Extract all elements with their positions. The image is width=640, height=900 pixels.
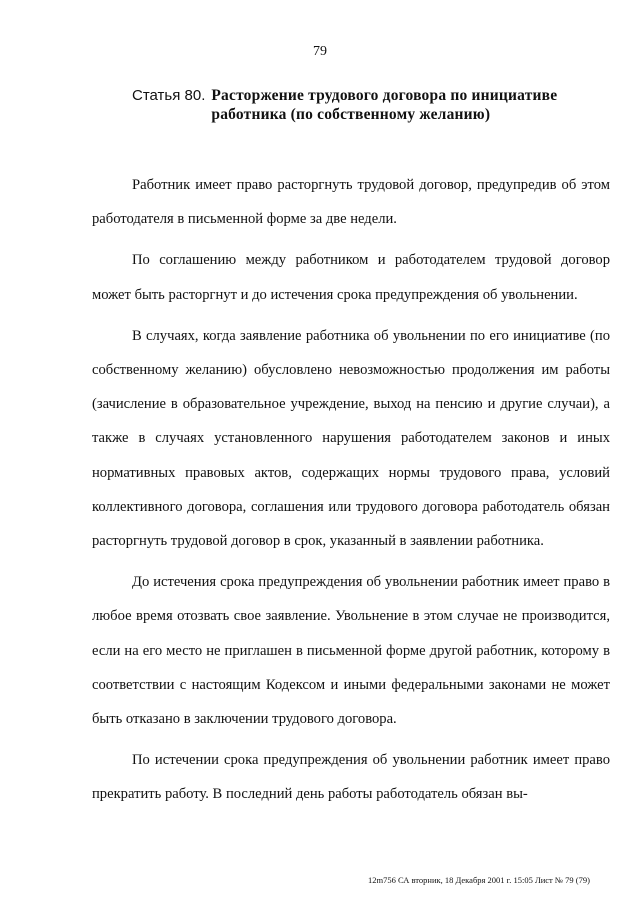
page-number: 79 — [313, 44, 327, 59]
article-heading — [132, 86, 572, 124]
paragraph: По истечении срока предупреждения об увольнении работник имеет право прекратить работу. В последний день работы работодатель обязан вы- — [92, 752, 610, 803]
article-title: Расторжение трудового договора по инициативе работника (по собственному желанию) — [211, 87, 558, 123]
paragraph: Работник имеет право расторгнуть трудовой договор, предупредив об этом работодателя в письменной форме за две недели. — [92, 177, 610, 228]
paragraph: До истечения срока предупреждения об увольнении работник имеет право в любое время отозвать свое заявление. Увольнение в этом случае не производится, если на его место не приглашен в письменной форме другой работник, которому в соответствии с настоящим Кодексом и иными федеральными законами не может быть отказано в заключении трудового договора. — [92, 574, 610, 728]
paragraph: По соглашению между работником и работодателем трудовой договор может быть расторгнут и до истечения срока предупреждения об увольнении. — [92, 252, 610, 303]
article-body — [92, 168, 610, 819]
footer-meta: 12m756 СА вторник, 18 Декабря 2001 г. 15:05 Лист № 79 (79) — [368, 875, 590, 885]
article-number: Статья 80. — [132, 87, 206, 104]
paragraph: В случаях, когда заявление работника об увольнении по его инициативе (по собственному желанию) обусловлено невозможностью продолжения им работы (зачисление в образовательное учреждение, выход на пенсию и другие случаи), а также в случаях установленного нарушения работодателем законов и иных нормативных правовых актов, содержащих нормы трудового права, условий коллективного договора, соглашения или трудового договора работодатель обязан расторгнуть трудовой договор в срок, указанный в заявлении работника. — [92, 327, 610, 550]
